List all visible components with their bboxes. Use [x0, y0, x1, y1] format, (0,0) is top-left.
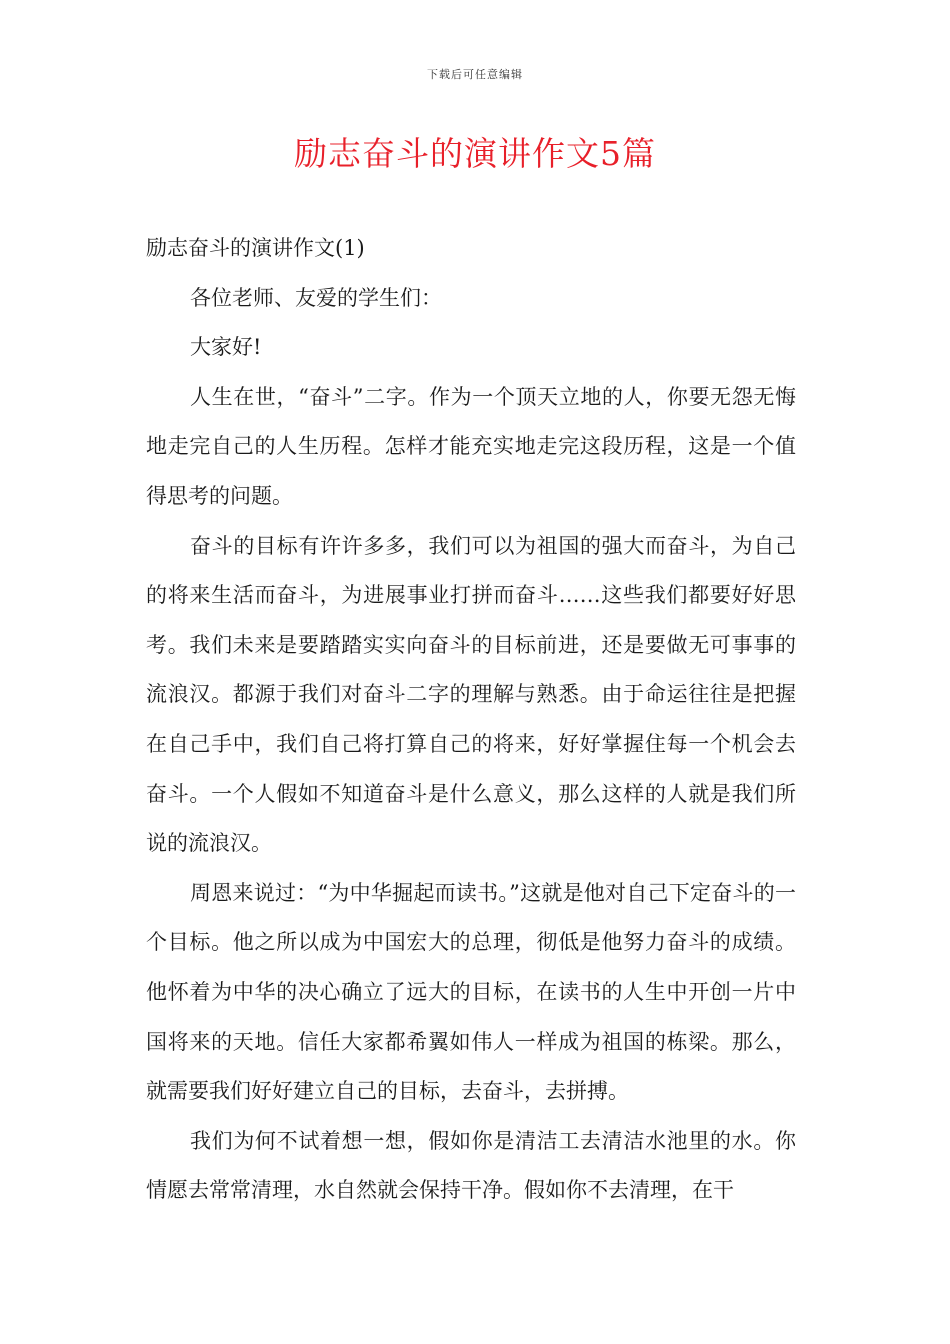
paragraph: 周恩来说过：“为中华掘起而读书。”这就是他对自己下定奋斗的一个目标。他之所以成为中国宏大的总理，彻低是他努力奋斗的成绩。他怀着为中华的决心确立了远大的目标，在读书的人生中开创一片中国将来的天地。信任大家都希翼如伟人一样成为祖国的栋梁。那么，就需要我们好好建立自己的目标，去奋斗，去拼搏。 — [146, 880, 796, 1104]
paragraph-hello: 大家好! — [190, 335, 262, 360]
header-note: 下载后可任意编辑 — [427, 68, 523, 81]
section-heading: 励志奋斗的演讲作文(1) — [146, 236, 365, 260]
paragraph: 奋斗的目标有许许多多，我们可以为祖国的强大而奋斗，为自己的将来生活而奋斗，为进展事业打拼而奋斗……这些我们都要好好思考。我们未来是要踏踏实实向奋斗的目标前进，还是要做无可事事的流浪汉。都源于我们对奋斗二字的理解与熟悉。由于命运往往是把握在自己手中，我们自己将打算自己的将来，好好掌握住每一个机会去奋斗。一个人假如不知道奋斗是什么意义，那么这样的人就是我们所说的流浪汉。 — [146, 533, 796, 856]
document-title: 励志奋斗的演讲作文5篇 — [294, 134, 656, 173]
document-body — [146, 224, 796, 1216]
paragraph: 人生在世，“奋斗”二字。作为一个顶天立地的人，你要无怨无悔地走完自己的人生历程。怎样才能充实地走完这段历程，这是一个值得思考的问题。 — [146, 384, 796, 508]
paragraph: 我们为何不试着想一想，假如你是清洁工去清洁水池里的水。你情愿去常常清理，水自然就会保持干净。假如你不去清理，在干 — [146, 1128, 796, 1203]
paragraph-greeting: 各位老师、友爱的学生们： — [190, 285, 442, 310]
